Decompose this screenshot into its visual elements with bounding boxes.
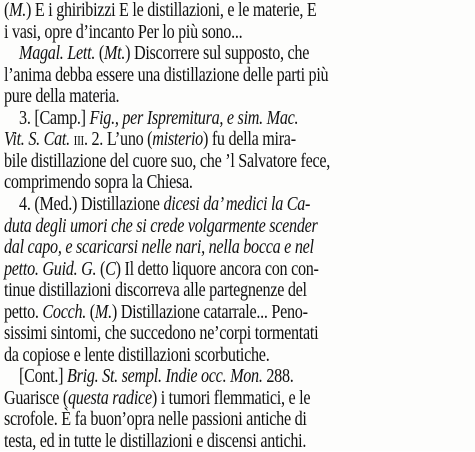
text-line xyxy=(4,150,330,172)
text-run: ) Discorrere sul supposto, che xyxy=(125,42,310,65)
italic-text: M. xyxy=(94,300,112,323)
italic-text: Magal. Lett. xyxy=(19,42,96,65)
text-line xyxy=(4,258,319,280)
text-run: 3. [Camp.] xyxy=(4,106,90,129)
text-run: ) Distillazione catarrale... Peno- xyxy=(111,300,308,323)
text-run: petto. xyxy=(4,300,43,323)
text-line xyxy=(4,387,310,409)
text-run: comprimendo sopra la Chiesa. xyxy=(4,171,193,194)
text-line xyxy=(4,215,318,237)
text-line xyxy=(4,171,193,193)
text-run: [Cont.] xyxy=(4,365,68,388)
text-line xyxy=(4,301,308,323)
text-line xyxy=(4,128,296,150)
text-run: scrofole. È fa buon’opra nelle passioni antiche di xyxy=(4,408,307,431)
text-line xyxy=(4,64,328,86)
italic-text: M. xyxy=(9,0,27,21)
text-run: ( xyxy=(95,42,104,65)
italic-text: duta degli umori che si crede volgarmente scender xyxy=(4,214,318,237)
text-run: testa, ed in tutte le distillazioni e discensi antichi. xyxy=(4,430,307,452)
text-run: sissimi sintomi, che succedono ne’corpi tormentati xyxy=(4,322,319,345)
italic-text: Brig. St. sempl. Indie occ. Mon. xyxy=(67,365,263,388)
text-run xyxy=(4,42,19,64)
italic-text: Vit. S. Cat. xyxy=(4,128,70,151)
text-run: da copiose e lente distillazioni scorbutiche. xyxy=(4,343,270,366)
italic-text: C xyxy=(105,257,116,280)
text-run: pure della materia. xyxy=(4,85,120,108)
text-run: i vasi, opre d’incanto Per lo più sono... xyxy=(4,20,243,43)
text-run: . 2. L’uno ( xyxy=(84,128,153,151)
small-caps-text: iii xyxy=(73,128,84,151)
text-line xyxy=(4,21,242,43)
text-run: ( xyxy=(86,300,95,323)
text-run: l’anima debba essere una distillazione delle parti più xyxy=(4,63,329,86)
italic-text: Fig., per Ispremitura, e sim. Mac. xyxy=(89,106,299,129)
text-line xyxy=(4,236,314,258)
text-line xyxy=(4,107,298,129)
text-line xyxy=(4,365,294,387)
italic-text: dicesi da’ medici la Ca- xyxy=(163,192,311,215)
text-run: Guarisce ( xyxy=(4,386,69,409)
text-line xyxy=(4,42,309,64)
text-run: 4. (Med.) Distillazione xyxy=(4,192,164,215)
text-line xyxy=(4,322,318,344)
italic-text: Cocch. xyxy=(42,300,87,323)
text-line xyxy=(4,430,306,452)
text-run: ( xyxy=(96,257,106,280)
text-run: ( xyxy=(4,0,10,21)
text-line xyxy=(4,0,316,21)
text-run: ) i tumori flemmatici, e le xyxy=(151,386,311,409)
italic-text: dal capo, e scaricarsi nelle nari, nella bocca e nel xyxy=(4,236,314,259)
text-run: ) Il detto liquore ancora con con- xyxy=(115,257,319,280)
text-line xyxy=(4,85,119,107)
text-run: ) E i ghiribizzi E le distillazioni, e le materie, E xyxy=(26,0,317,21)
text-line xyxy=(4,344,269,366)
text-run: bile distillazione del cuore suo, che ’l Salvatore fece, xyxy=(4,149,331,172)
italic-text: Mt. xyxy=(103,42,126,65)
text-line xyxy=(4,408,307,430)
text-line xyxy=(4,193,310,215)
text-run: ) fu della mira- xyxy=(202,128,296,151)
italic-text: petto. Guid. G. xyxy=(4,257,97,280)
italic-text: misterio xyxy=(152,128,203,151)
text-run: tinue distillazioni discorreva alle partegnenze del xyxy=(4,279,307,302)
text-line xyxy=(4,279,307,301)
text-run: 288. xyxy=(262,365,294,388)
italic-text: questa radice xyxy=(68,386,152,409)
